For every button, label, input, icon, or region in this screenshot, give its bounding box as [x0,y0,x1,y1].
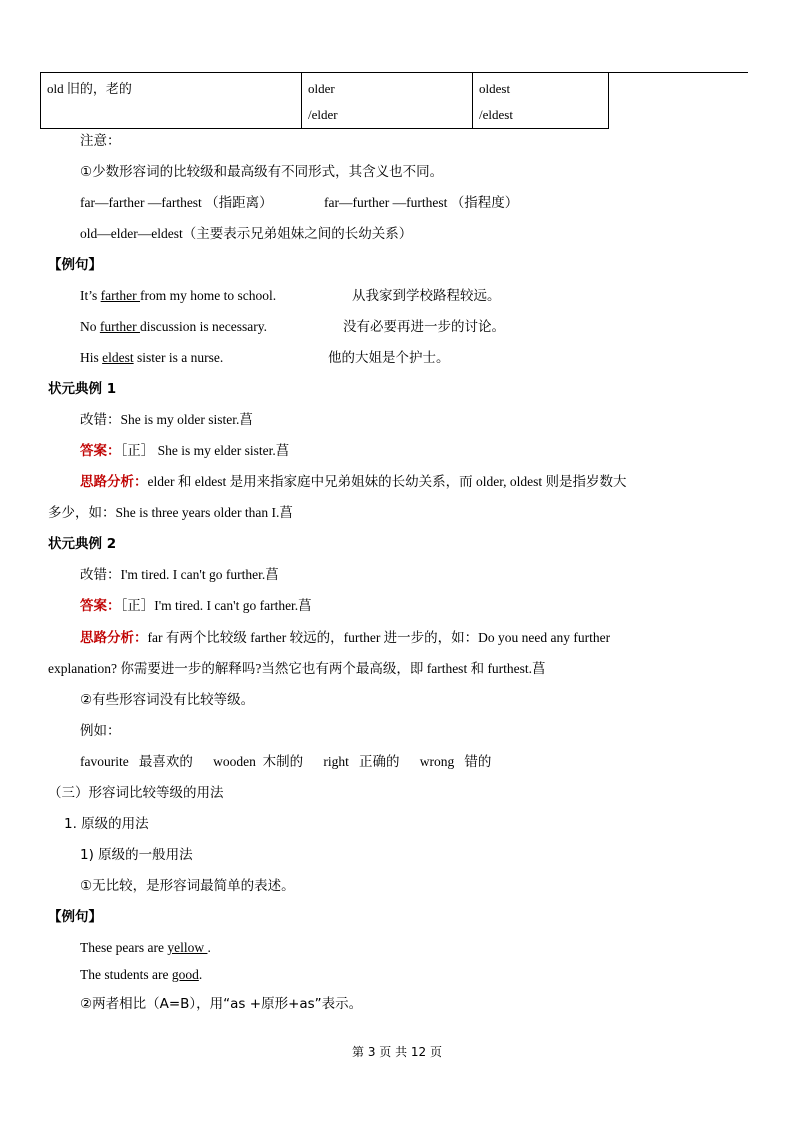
comparative-form: older [308,81,335,96]
table-cell-comparative [302,73,473,129]
note-2: ②有些形容词没有比较等级。 [80,692,255,708]
underlined-word: yellow [167,940,208,955]
superlative-form: oldest [479,81,511,96]
case-1-title: 状元典例 1 [48,381,117,397]
underlined-word: eldest [102,350,134,365]
adjective-forms-table [40,72,609,129]
table-cell-base: old 旧的，老的 [41,73,302,129]
section-heading: （三）形容词比较等级的用法 [48,785,224,801]
table-cell-superlative [473,73,609,129]
example-translation: 从我家到学校路程较远。 [352,288,501,304]
underlined-word: farther [100,288,140,303]
example-sentence: His eldest sister is a nurse. [80,350,224,365]
subsection-heading-2: 1) 原级的一般用法 [80,847,193,863]
example-sentence: The students are good. [80,967,203,982]
far-degree: far—further —furthest （指程度） [324,195,519,210]
note-1: ①少数形容词的比较级和最高级有不同形式，其含义也不同。 [80,164,444,180]
example-heading: 【例句】 [48,909,102,925]
old-elder: old—elder—eldest（主要表示兄弟姐妹之间的长幼关系） [80,226,413,241]
underlined-word: further [99,319,140,334]
case-1-correction: 改错：She is my older sister.菖 [80,412,253,428]
case-2-title: 状元典例 2 [48,536,117,552]
case-1-answer: 答案：［正］ She is my elder sister.菖 [80,443,290,459]
example-heading: 【例句】 [48,257,102,273]
underlined-word: good [171,967,199,982]
no-comparison-words: favourite 最喜欢的 wooden 木制的 right 正确的 wrong 错的 [80,754,492,769]
example-translation: 没有必要再进一步的讨论。 [343,319,505,335]
for-example: 例如： [80,723,121,739]
case-2-analysis-cont: explanation? 你需要进一步的解释吗?当然它也有两个最高级，即 farthest 和 furthest.菖 [48,661,546,676]
subsection-heading: 1. 原级的用法 [64,816,149,832]
example-sentence: These pears are yellow . [80,940,211,955]
note-label: 注意： [80,133,121,149]
table-row [41,73,609,129]
example-sentence: No further discussion is necessary. [80,319,267,334]
far-distance: far—farther —farthest （指距离） [80,195,273,210]
usage-point-2: ②两者相比（A=B），用“as +原形+as”表示。 [80,996,363,1012]
header-rule [607,72,748,73]
case-2-correction: 改错：I'm tired. I can't go further.菖 [80,567,279,583]
case-2-answer: 答案：［正］I'm tired. I can't go farther.菖 [80,598,312,614]
superlative-form-alt: /eldest [479,107,513,122]
case-1-analysis: 思路分析：elder 和 eldest 是用来指家庭中兄弟姐妹的长幼关系，而 older, oldest 则是指岁数大 [80,474,627,490]
case-2-analysis: 思路分析：far 有两个比较级 farther 较远的，further 进一步的，如：Do you need any further [80,630,611,646]
comparative-form-alt: /elder [308,107,338,122]
page-number: 第 3 页 共 12 页 [352,1045,442,1059]
usage-point-1: ①无比较，是形容词最简单的表述。 [80,878,295,894]
case-1-analysis-cont: 多少，如：She is three years older than I.菖 [48,505,293,520]
example-translation: 他的大姐是个护士。 [328,350,450,366]
example-sentence: It’s farther from my home to school. [80,288,277,303]
